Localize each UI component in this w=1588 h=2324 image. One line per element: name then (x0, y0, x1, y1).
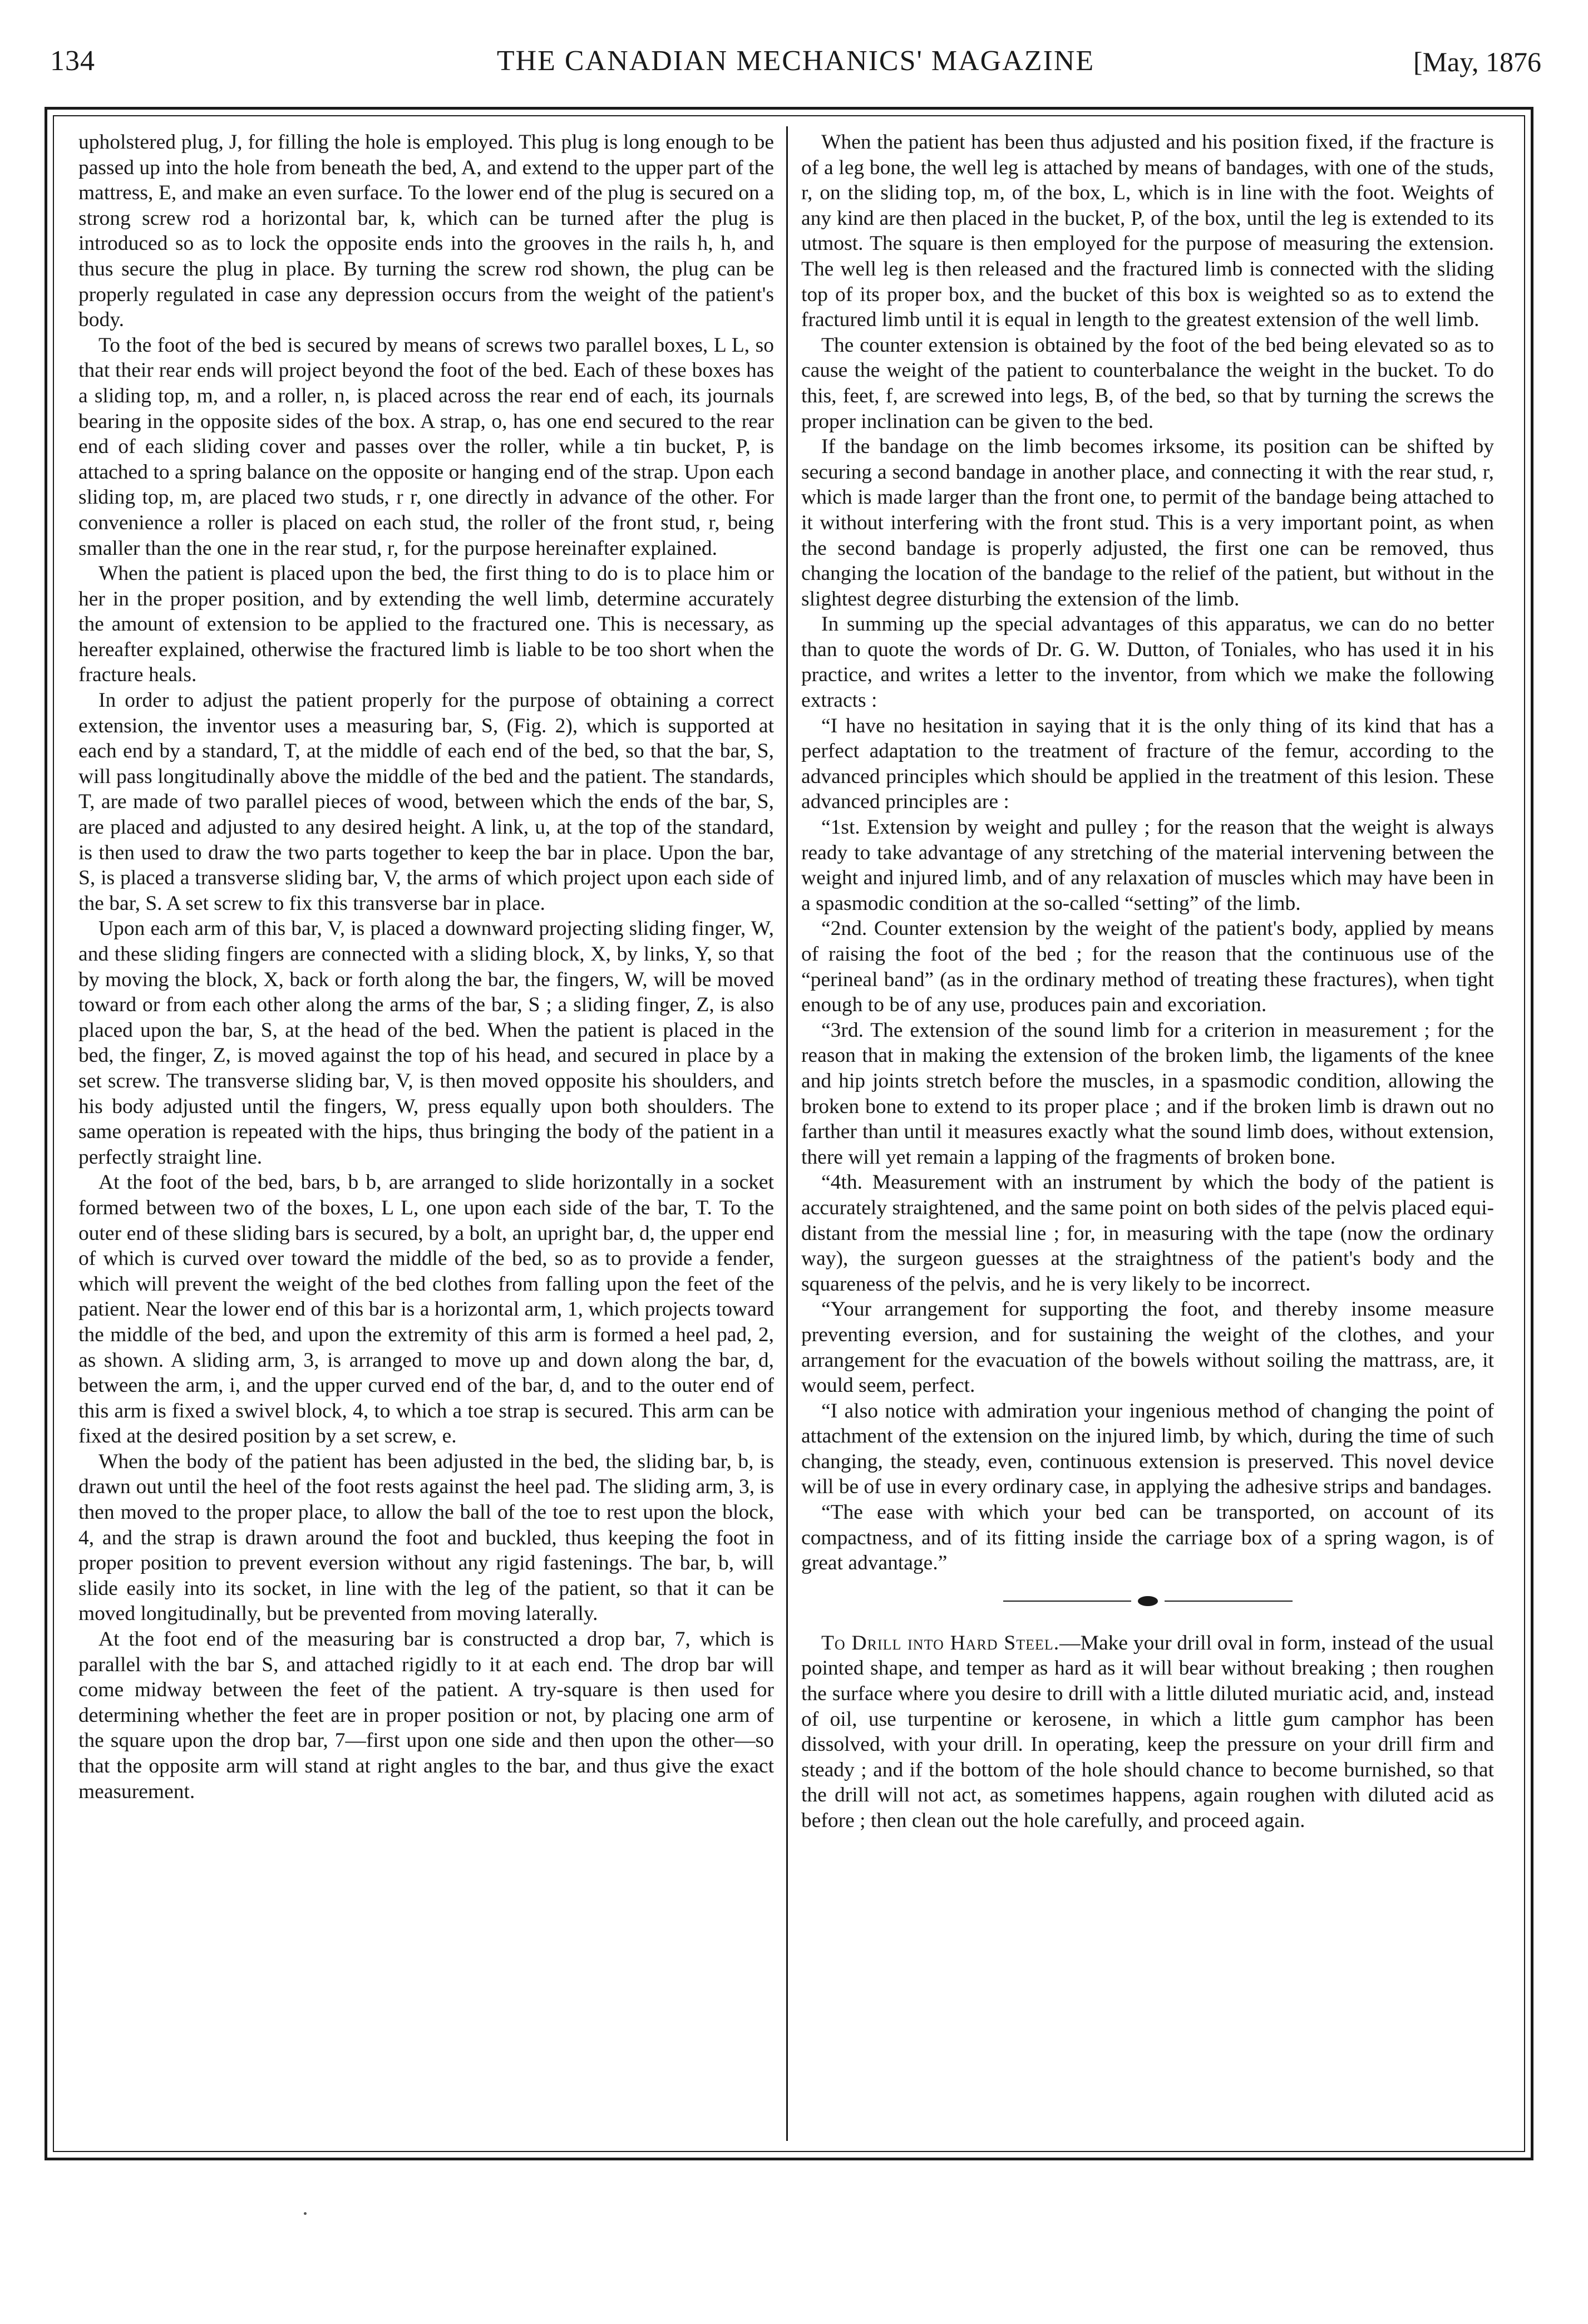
quote-paragraph: “4th. Measurement with an instrument by which the body of the patient is accurately straightened, and the same point on both sides of the pelvis placed equi-distant from the messial line ; for, in measuring with the tape (now the ordinary way), the surgeon guesses at the straightness of the patient's body and the squareness of the pelvis, and he is very likely to be incorrect. (801, 1171, 1494, 1296)
quote-paragraph: “Your arrangement for supporting the foot, and thereby insome measure preventing eversion, and for sustaining the weight of the clothes, and your arrangement for the evacuation of the bowels without soiling the mattrass, are, it would seem, perfect. (801, 1298, 1494, 1397)
quote-paragraph: “I have no hesitation in saying that it is the only thing of its kind that has a perfect adaptation to the treatment of fracture of the femur, according to the advanced principles which should be applied in the treatment of this lesion. These advanced principles are : (801, 714, 1494, 814)
page-frame (45, 107, 1533, 2160)
issue-date: [May, 1876 (1413, 46, 1541, 77)
quote-paragraph: “2nd. Counter extension by the weight of the patient's body, applied by means of raising the foot of the bed ; for the reason that the continuous use of the “perineal band” (as in the ordinary method of treating these fractures), when tight enough to be of any use, produces pain and excoriation. (801, 917, 1494, 1017)
paragraph: At the foot end of the measuring bar is constructed a drop bar, 7, which is parallel with the bar S, and attached rigidly to it at each end. The drop bar will come midway between the feet of the patient. A try-square is then used for determining whether the feet are in proper position or not, by placing one arm of the square upon the drop bar, 7—first upon one side and then upon the other—so that the opposite arm will stand at right angles to the bar, and thus give the exact measurement. (78, 1628, 774, 1803)
paragraph: At the foot of the bed, bars, b b, are arranged to slide horizontally in a socket formed between two of the boxes, L L, one upon each side of the bar, T. To the outer end of these sliding bars is secured, by a bolt, an upright bar, d, the upper end of which is curved over toward the middle of the bed, so as to provide a fender, which will prevent the weight of the bed clothes from falling upon the feet of the patient. Near the lower end of this bar is a horizontal arm, 1, which projects toward the middle of the bed, and upon the extremity of this arm is formed a heel pad, 2, as shown. A sliding arm, 3, is arranged to move up and down along the bar, d, between the arm, i, and the upper curved end of the bar, d, and to the outer end of this arm is fixed a swivel block, 4, to which a toe strap is secured. This arm can be fixed at the desired position by a set screw, e. (78, 1171, 774, 1448)
left-column (78, 130, 774, 1804)
paragraph: When the patient is placed upon the bed, the first thing to do is to place him or her in the proper position, and by extending the well limb, determine accurately the amount of extension to be applied to the fractured one. This is necessary, as hereafter explained, otherwise the fractured limb is liable to be too short when the fracture heals. (78, 562, 774, 687)
page-header (50, 45, 1541, 95)
page-number: 134 (50, 45, 95, 77)
paragraph: To the foot of the bed is secured by means of screws two parallel boxes, L L, so that their rear ends will project beyond the foot of the bed. Each of these boxes has a sliding top, m, and a roller, n, is placed across the rear end of each, its journals bearing in the opposite sides of the box. A strap, o, has one end secured to the rear end of each sliding cover and passes over the roller, while a tin bucket, P, is attached to a spring balance on the opposite or hanging end of the strap. Upon each sliding top, m, are placed two studs, r r, one directly in advance of the other. For convenience a roller is placed on each stud, the roller of the front stud, r, being smaller than the one in the rear stud, r, for the purpose hereinafter explained. (78, 333, 774, 560)
paragraph: In summing up the special advantages of this apparatus, we can do no better than to quote the words of Dr. G. W. Dutton, of Toniales, who has used it in his practice, and writes a letter to the inventor, from which we make the following extracts : (801, 613, 1494, 712)
quote-paragraph: “3rd. The extension of the sound limb for a criterion in measurement ; for the reason that in making the extension of the broken limb, the ligaments of the knee and hip joints stretch before the muscles, in a spasmodic condition, allowing the broken bone to extend to its proper place ; and if the broken limb is drawn out no farther than until it measures exactly what the sound limb does, without extension, there will yet remain a lapping of the fragments of broken bone. (801, 1018, 1494, 1169)
drill-note-text: —Make your drill oval in form, instead of the usual pointed shape, and temper as hard as it will bear without breaking ; then roughen the surface where you desire to drill with a little diluted muriatic acid, and, instead of oil, use turpentine or kerosene, in which a little gum camphor has been dissolved, with your drill. In operating, keep the pressure on your drill firm and steady ; and if the bottom of the hole should chance to become burnished, so that the drill will not act, as sometimes happens, again roughen with diluted acid as before ; then clean out the hole carefully, and proceed again. (801, 1631, 1494, 1832)
paragraph: When the body of the patient has been adjusted in the bed, the sliding bar, b, is drawn out until the heel of the foot rests against the heel pad. The sliding arm, 3, is then moved to the proper place, to allow the ball of the toe to rest upon the block, 4, and the strap is drawn around the foot and buckled, thus keeping the foot in proper position to prevent eversion without any rigid fastenings. The bar, b, will slide easily into its socket, in line with the leg of the patient, so that it can be moved longitudinally, but be prevented from moving laterally. (78, 1450, 774, 1626)
right-column (801, 130, 1494, 1834)
section-ornament (1003, 1595, 1293, 1607)
paragraph: If the bandage on the limb becomes irksome, its position can be shifted by securing a second bandage in another place, and connecting it with the rear stud, r, which is made larger than the front one, to permit of the bandage being attached to it without interfering with the front stud. This is a very important point, as when the second bandage is properly adjusted, the first one can be removed, thus changing the location of the bandage to the relief of the patient, but without in the slightest degree disturbing the extension of the limb. (801, 435, 1494, 610)
drill-note-paragraph (801, 1631, 1494, 1834)
quote-paragraph: “1st. Extension by weight and pulley ; for the reason that the weight is always ready to take advantage of any stretching of the material intervening between the weight and injured limb, and of any relaxation of muscles which may have been in a spasmodic condition at the so-called “setting” of the limb. (801, 816, 1494, 915)
paragraph: Upon each arm of this bar, V, is placed a downward projecting sliding finger, W, and these sliding fingers are connected with a sliding block, X, by links, Y, so that by moving the block, X, back or forth along the bar, the fingers, W, will be moved toward or from each other along the arms of the bar, S ; a sliding finger, Z, is also placed upon the bar, S, at the head of the bed. When the patient is placed in the bed, the finger, Z, is moved against the top of his head, and secured in place by a set screw. The transverse sliding bar, V, is then moved opposite his shoulders, and his body adjusted until the fingers, W, press equally upon both shoulders. The same operation is repeated with the hips, thus bringing the body of the patient in a perfectly straight line. (78, 917, 774, 1169)
paragraph: When the patient has been thus adjusted and his position fixed, if the fracture is of a leg bone, the well leg is attached by means of bandages, with one of the studs, r, on the sliding top, m, of the box, L, which is in line with the foot. Weights of any kind are then placed in the bucket, P, of the box, until the leg is extended to its utmost. The square is then employed for the purpose of measuring the extension. The well leg is then released and the fractured limb is connected with the sliding top of its proper box, and the bucket of this box is weighted so as to extend the fractured limb until it is equal in length to the greatest extension of the well limb. (801, 131, 1494, 332)
quote-paragraph: “I also notice with admiration your ingenious method of changing the point of attachment of the extension on the injured limb, by which, during the time of such changing, the steady, even, continuous extension is preserved. This novel device will be of use in every ordinary case, in applying the adhesive strips and bandages. (801, 1399, 1494, 1499)
running-title: THE CANADIAN MECHANICS' MAGAZINE (496, 45, 1095, 77)
paragraph: upholstered plug, J, for filling the hole is employed. This plug is long enough to be passed up into the hole from beneath the bed, A, and extend to the upper part of the mattress, E, and make an even surface. To the lower end of the plug is secured on a strong screw rod a horizontal bar, k, which can be turned after the plug is introduced so as to lock the opposite ends into the grooves in the rails h, h, and thus secure the plug in place. By turning the screw rod shown, the plug can be properly regulated in case any depression occurs from the weight of the patient's body. (78, 131, 774, 332)
paragraph: In order to adjust the patient properly for the purpose of obtaining a correct extension, the inventor uses a measuring bar, S, (Fig. 2), which is supported at each end by a standard, T, at the middle of each end of the bed, so that the bar, S, will pass longitudinally above the middle of the bed and the patient. The standards, T, are made of two parallel pieces of wood, between which the ends of the bar, S, are placed and adjusted to any desired height. A link, u, at the top of the standard, is then used to draw the two parts together to keep the bar in place. Upon the bar, S, is placed a transverse sliding bar, V, the arms of which project upon each side of the bar, S. A set screw to fix this transverse bar in place. (78, 689, 774, 915)
column-divider (786, 126, 788, 2141)
drill-note-heading: To Drill into Hard Steel. (821, 1631, 1060, 1655)
stray-ink-mark (304, 2212, 307, 2215)
paragraph: The counter extension is obtained by the foot of the bed being elevated so as to cause the weight of the patient to counterbalance the weight in the bucket. To do this, feet, f, are screwed into legs, B, of the bed, so that by turning the screws the proper inclination can be given to the bed. (801, 333, 1494, 433)
quote-paragraph: “The ease with which your bed can be transported, on account of its compactness, and of its fitting inside the carriage box of a spring wagon, is of great advantage.” (801, 1501, 1494, 1575)
